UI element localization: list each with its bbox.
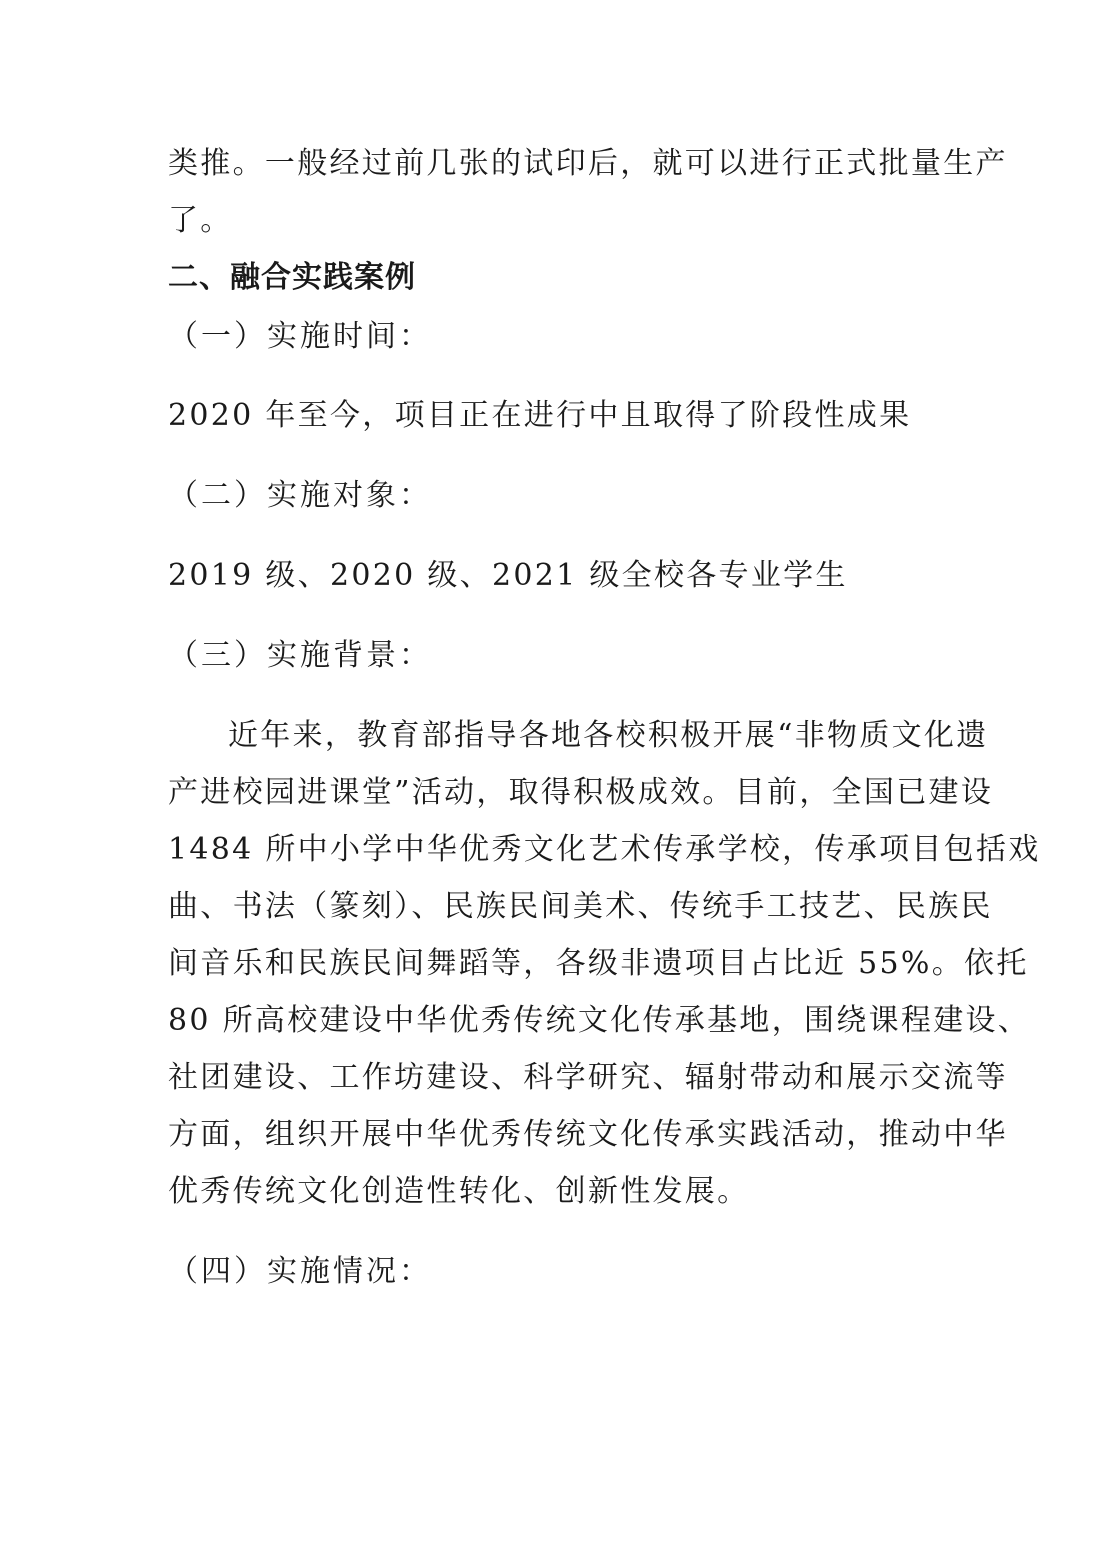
paragraph-continuation-line-2: 了。 (168, 203, 233, 238)
paragraph-continuation-line-1: 类推。一般经过前几张的试印后，就可以进行正式批量生产 (168, 146, 1008, 181)
background-paragraph-line: 80 所高校建设中华优秀传统文化传承基地，围绕课程建设、 (168, 1003, 1031, 1038)
background-paragraph-line: 优秀传统文化创造性转化、创新性发展。 (168, 1174, 750, 1209)
implementation-time-text: 2020 年至今，项目正在进行中且取得了阶段性成果 (168, 398, 912, 433)
section-heading: 二、融合实践案例 (168, 260, 416, 295)
subheading-implementation-background: （三）实施背景： (168, 638, 432, 673)
subheading-implementation-time: （一）实施时间： (168, 319, 432, 354)
background-paragraph-line: 曲、书法（篆刻）、民族民间美术、传统手工技艺、民族民 (168, 889, 993, 924)
background-paragraph-line: 社团建设、工作坊建设、科学研究、辐射带动和展示交流等 (168, 1060, 1008, 1095)
subheading-implementation-target: （二）实施对象： (168, 478, 432, 513)
background-paragraph-line: 间音乐和民族民间舞蹈等，各级非遗项目占比近 55%。依托 (168, 946, 1029, 981)
subheading-implementation-situation: （四）实施情况： (168, 1254, 432, 1289)
background-paragraph-line: 产进校园进课堂”活动，取得积极成效。目前，全国已建设 (168, 775, 994, 810)
background-paragraph-line: 近年来，教育部指导各地各校积极开展“非物质文化遗 (228, 718, 989, 753)
implementation-target-text: 2019 级、2020 级、2021 级全校各专业学生 (168, 558, 848, 593)
background-paragraph-line: 1484 所中小学中华优秀文化艺术传承学校，传承项目包括戏 (168, 832, 1041, 867)
background-paragraph-line: 方面，组织开展中华优秀传统文化传承实践活动，推动中华 (168, 1117, 1008, 1152)
